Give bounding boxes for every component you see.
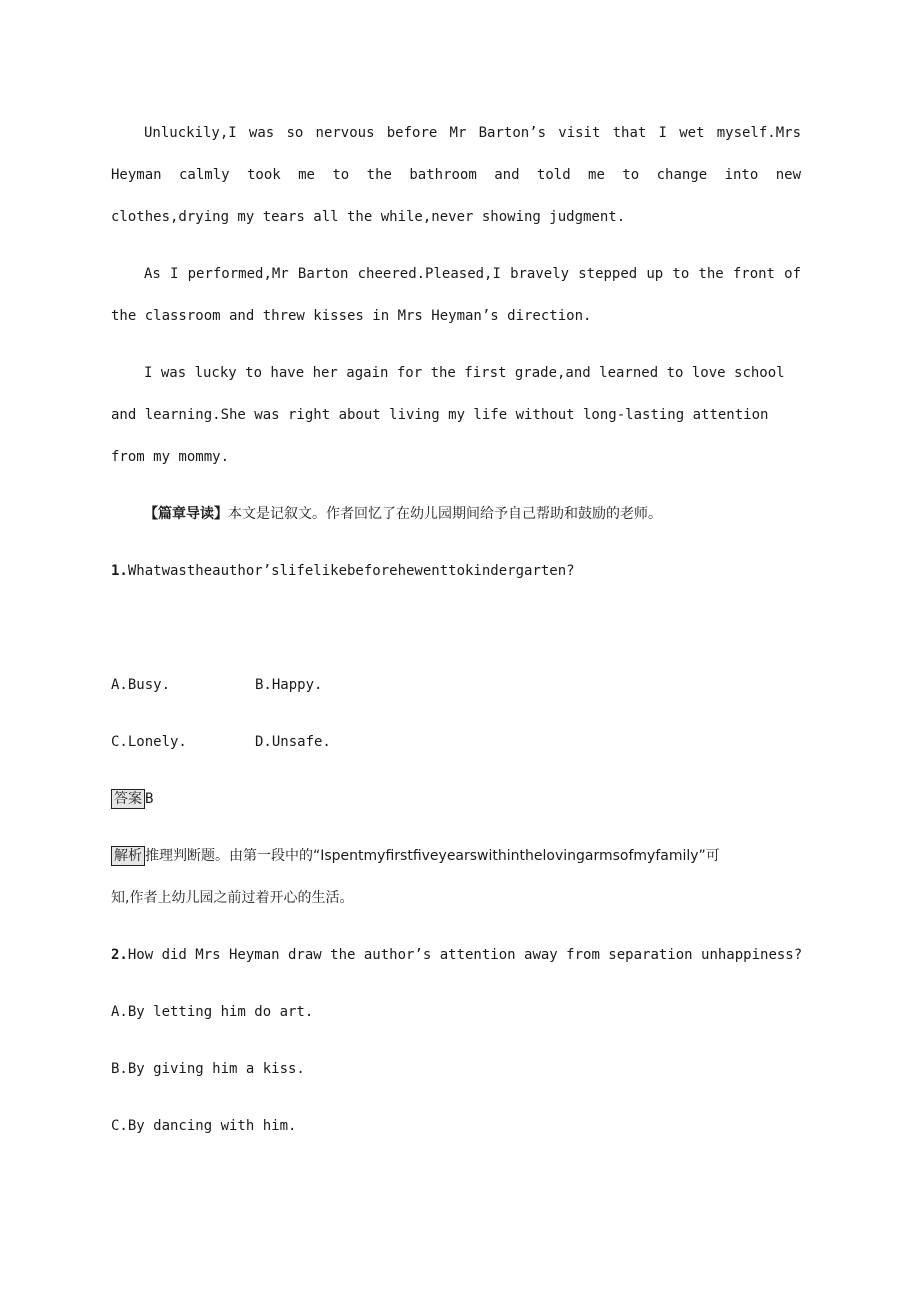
question-2-number: 2. <box>111 947 128 963</box>
question-1 <box>111 561 575 581</box>
question-2-option-b: B.By giving him a kiss. <box>111 1061 305 1077</box>
answer-value: B <box>145 791 154 807</box>
question-1-option-c: C.Lonely. <box>111 734 187 750</box>
question-1-option-a: A.Busy. <box>111 677 171 693</box>
reading-guide-label: 【篇章导读】 <box>144 506 228 522</box>
question-1-option-d: D.Unsafe. <box>255 734 331 750</box>
question-1-text: Whatwastheauthor’slifelikebeforehewenttokindergarten? <box>127 563 575 579</box>
question-1-answer <box>111 789 153 809</box>
passage-paragraph-2: As I performed,Mr Barton cheered.Pleased,I bravely stepped up to the front of the classroom and threw kisses in Mrs Heyman’s direction. <box>111 266 801 324</box>
question-2-option-a: A.By letting him do art. <box>111 1004 314 1020</box>
question-1-analysis <box>111 846 720 866</box>
passage-paragraph-3: I was lucky to have her again for the first grade,and learned to love school and learning.She was right about living my life without long-lasting attention from my mommy. <box>111 365 785 465</box>
question-1-option-b: B.Happy. <box>255 677 323 693</box>
question-1-number: 1. <box>111 563 128 579</box>
reading-guide-text: 本文是记叙文。作者回忆了在幼儿园期间给予自己帮助和鼓励的老师。 <box>228 506 662 522</box>
answer-tag: 答案 <box>111 789 145 809</box>
analysis-line-2: 知,作者上幼儿园之前过着开心的生活。 <box>111 890 354 906</box>
question-2 <box>111 945 802 965</box>
question-2-text: How did Mrs Heyman draw the author’s attention away from separation unhappiness? <box>127 947 803 963</box>
passage-paragraph-1: Unluckily,I was so nervous before Mr Barton’s visit that I wet myself.Mrs Heyman calmly took me to the bathroom and told me to change into new clothes,drying my tears all the while,never showing judgment. <box>111 125 801 225</box>
question-2-option-c: C.By dancing with him. <box>111 1118 297 1134</box>
reading-guide <box>144 504 662 524</box>
analysis-tag: 解析 <box>111 846 145 866</box>
analysis-line-1: 推理判断题。由第一段中的“Ispentmyfirstfiveyearswithinthelovingarmsofmyfamily”可 <box>145 848 720 864</box>
